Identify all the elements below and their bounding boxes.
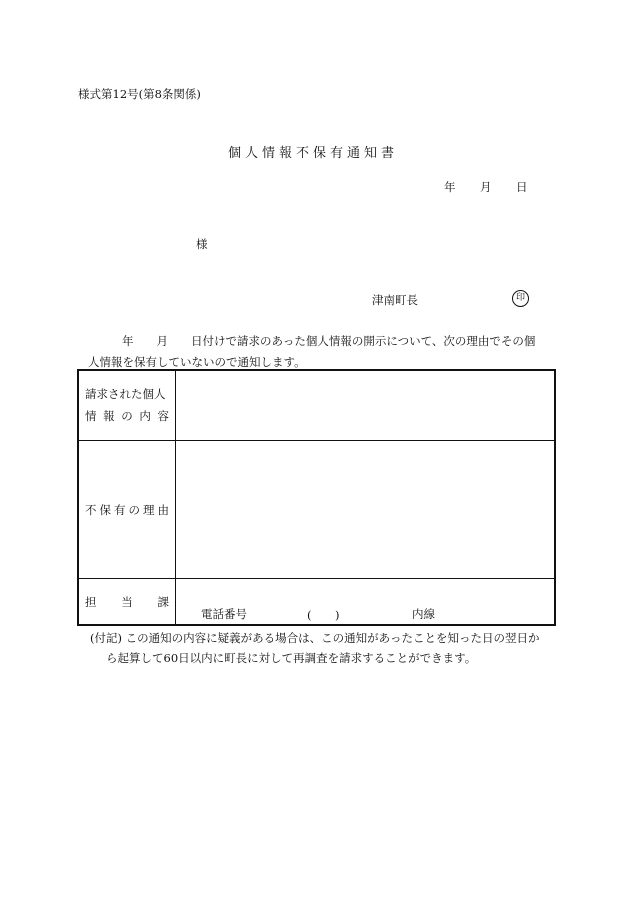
- body-text-line1: 年 月 日付けで請求のあった個人情報の開示について、次の理由でその個: [122, 334, 536, 348]
- table-row-department: [78, 579, 555, 625]
- requested-info-label-line2: 情 報 の 内 容: [85, 409, 169, 424]
- note-line2: ら起算して60日以内に町長に対して再調査を請求することができます。: [106, 651, 477, 665]
- phone-paren-close: ): [335, 608, 340, 622]
- department-field[interactable]: [176, 579, 556, 625]
- seal-mark: 印: [512, 290, 529, 307]
- reason-field[interactable]: [176, 440, 556, 579]
- date-year: 年: [444, 180, 456, 194]
- extension-label: 内線: [412, 607, 435, 621]
- requested-info-label: [78, 370, 176, 440]
- requested-info-field[interactable]: [176, 370, 556, 440]
- body-text-line2: 人情報を保有していないので通知します。: [88, 355, 306, 369]
- table-row-requested-info: [78, 370, 555, 440]
- table-row-reason: [78, 440, 555, 579]
- reason-label: 不 保 有 の 理 由: [78, 440, 176, 579]
- date-day: 日: [516, 180, 528, 194]
- department-label: 担 当 課: [78, 579, 176, 625]
- phone-paren-open: (: [307, 608, 312, 622]
- date-month: 月: [480, 180, 492, 194]
- form-number: 様式第12号(第8条関係): [78, 87, 201, 101]
- requested-info-label-line1: 請求された個人: [85, 387, 166, 402]
- note-line1: (付記) この通知の内容に疑義がある場合は、この通知があったことを知った日の翌日か: [90, 631, 540, 645]
- addressee-suffix: 様: [196, 237, 208, 251]
- date-line: [444, 179, 528, 195]
- document-title: 個人情報不保有通知書: [228, 146, 399, 161]
- issuer-name: 津南町長: [372, 293, 418, 307]
- info-table: [77, 369, 556, 626]
- phone-label: 電話番号: [201, 607, 247, 621]
